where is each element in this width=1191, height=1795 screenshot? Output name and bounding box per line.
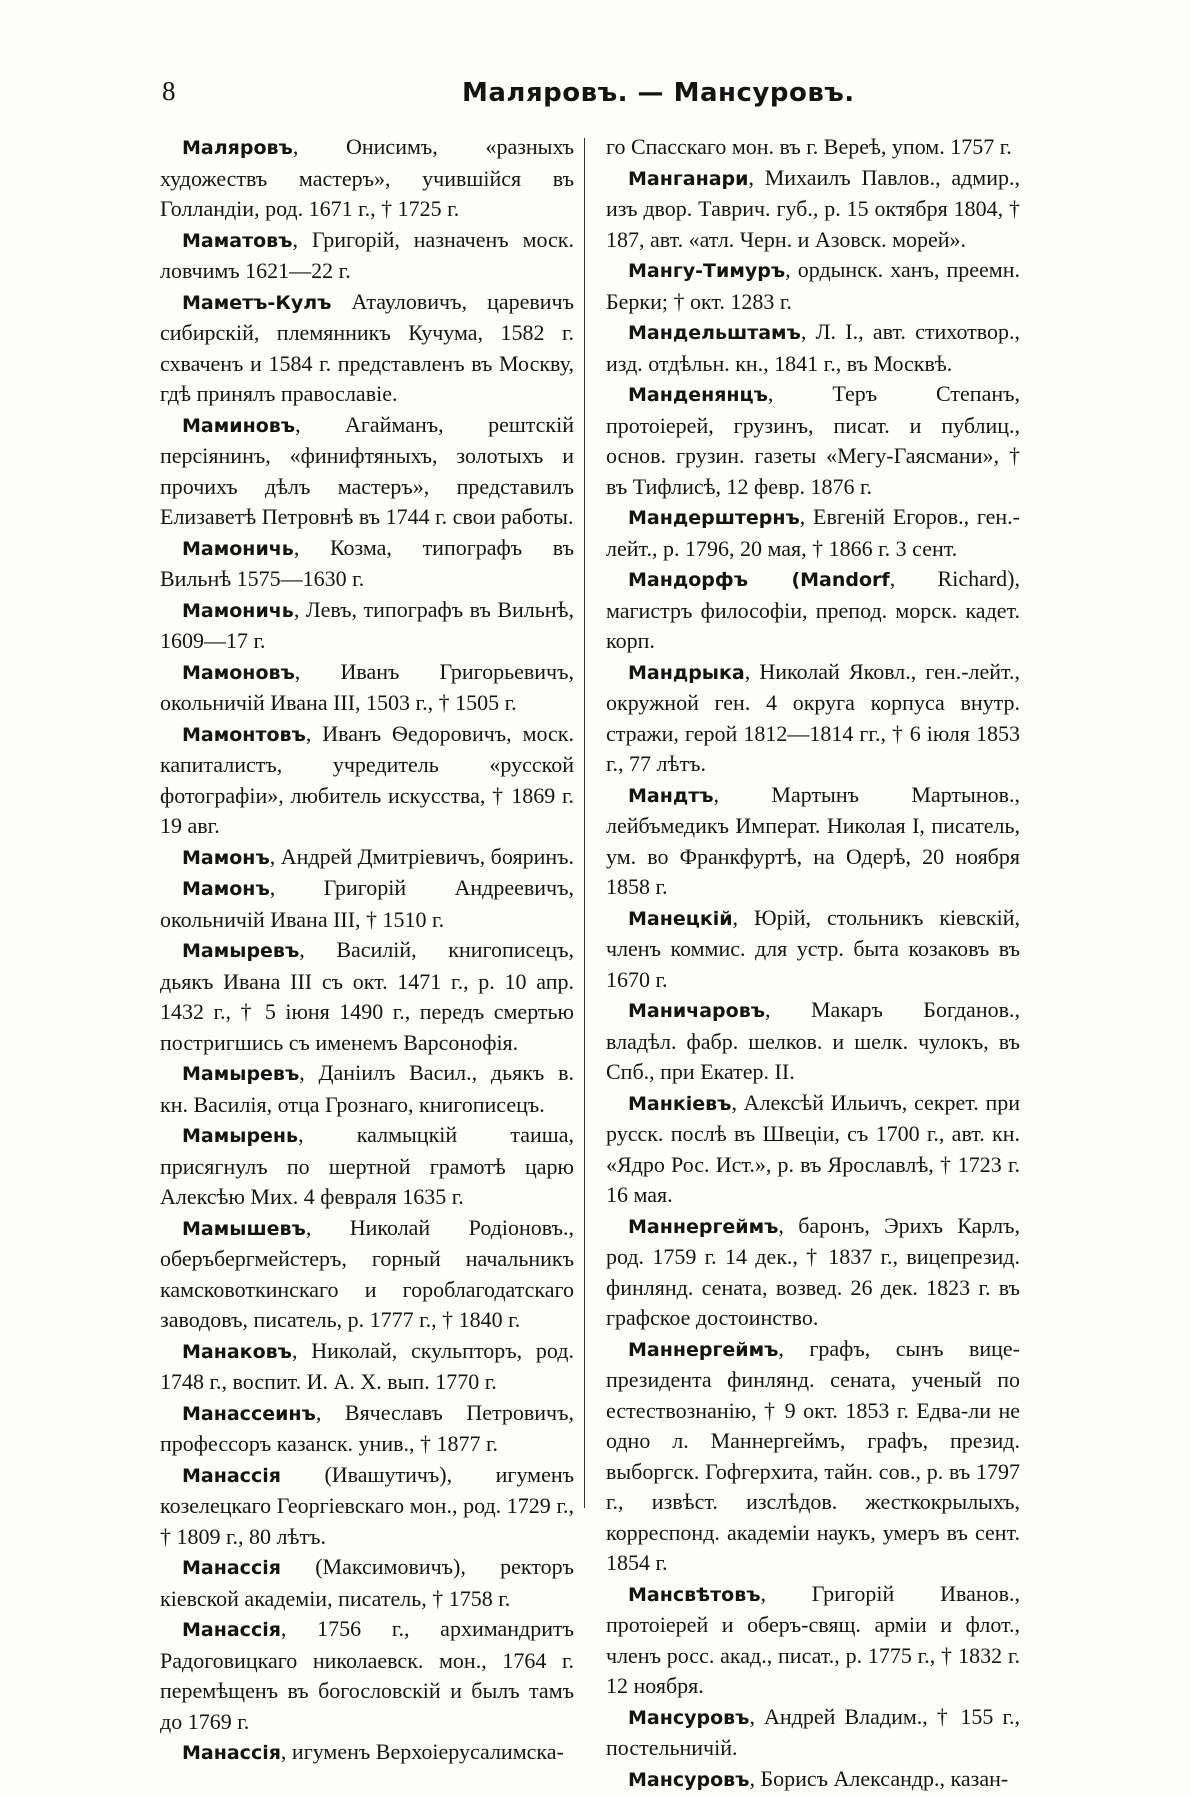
entry-text: (Максимовичъ), ректоръ кіевской академіи, писатель, † 1758 г. bbox=[160, 1554, 574, 1611]
entry-headword: Мандтъ bbox=[628, 785, 714, 807]
entry-text: , Иванъ Григорьевичъ, окольничій Ивана III, 1503 г., † 1505 г. bbox=[160, 659, 574, 716]
entry-text: , Андрей Дмитріевичъ, бояринъ. bbox=[270, 844, 574, 869]
dictionary-entry bbox=[160, 287, 574, 410]
dictionary-entry bbox=[606, 317, 1020, 379]
entry-headword: Манассія bbox=[182, 1557, 281, 1579]
entry-headword: Маннергеймъ bbox=[628, 1216, 778, 1238]
entry-text: , Николай Яковл., ген.-лейт., окружной ген. 4 округа корпуса внутр. стражи, герой 1812—1814 гг., † 6 іюля 1853 г., 77 лѣтъ. bbox=[606, 659, 1020, 777]
page-number: 8 bbox=[162, 76, 176, 107]
entry-headword: Мамыревъ bbox=[182, 940, 299, 962]
entry-headword: Маничаровъ bbox=[628, 1000, 765, 1022]
dictionary-entry bbox=[160, 225, 574, 287]
entry-headword: Манденянцъ bbox=[628, 384, 768, 406]
dictionary-entry bbox=[160, 1460, 574, 1553]
entry-headword: Манецкій bbox=[628, 908, 733, 930]
entry-headword: Мансуровъ bbox=[628, 1769, 749, 1791]
entry-text: (Ивашутичъ), игуменъ козелецкаго Георгіевскаго мон., род. 1729 г., † 1809 г., 80 лѣтъ. bbox=[160, 1462, 574, 1549]
entry-headword: Мамонтовъ bbox=[182, 724, 306, 746]
dictionary-entry bbox=[606, 1764, 1020, 1795]
dictionary-entry bbox=[160, 935, 574, 1058]
entry-headword: Мансвѣтовъ bbox=[628, 1584, 761, 1606]
entry-headword: Маминовъ bbox=[182, 415, 295, 437]
dictionary-entry bbox=[160, 1336, 574, 1398]
entry-text: Атауловичъ, царевичъ сибирскій, племянникъ Кучума, 1582 г. схваченъ и 1584 г. представленъ въ Москву, гдѣ принялъ православіе. bbox=[160, 289, 574, 407]
entry-headword: Мандрыка bbox=[628, 662, 745, 684]
dictionary-entry bbox=[160, 533, 574, 595]
right-column bbox=[606, 132, 1020, 1795]
entry-text: , Николай, скульпторъ, род. 1748 г., воспит. И. А. Х. вып. 1770 г. bbox=[160, 1338, 574, 1395]
dictionary-entry bbox=[160, 873, 574, 935]
dictionary-entry bbox=[606, 1579, 1020, 1702]
entry-text: , 1756 г., архимандритъ Радоговицкаго николаевск. мон., 1764 г. перемѣщенъ въ богословскій и былъ тамъ до 1769 г. bbox=[160, 1616, 574, 1734]
dictionary-entry bbox=[160, 1552, 574, 1614]
dictionary-entry bbox=[160, 595, 574, 657]
dictionary-entry bbox=[606, 379, 1020, 502]
dictionary-entry bbox=[606, 1211, 1020, 1334]
dictionary-entry bbox=[606, 657, 1020, 780]
entry-text: , Алексѣй Ильичъ, секрет. при русск. послѣ въ Швеціи, съ 1700 г., авт. кн. «Ядро Рос. Ист.», р. въ Ярославлѣ, † 1723 г. 16 мая. bbox=[606, 1090, 1020, 1208]
dictionary-entry bbox=[160, 1737, 574, 1769]
entry-headword: Мандерштернъ bbox=[628, 507, 800, 529]
entry-text: , баронъ, Эрихъ Карлъ, род. 1759 г. 14 дек., † 1837 г., вицепрезид. финлянд. сената, возвед. 26 дек. 1823 г. въ графское достоинство. bbox=[606, 1213, 1020, 1331]
entry-text: , Агайманъ, рештскій персіянинъ, «финифтяныхъ, золотыхъ и прочихъ дѣлъ мастеръ», представилъ Елизаветѣ Петровнѣ въ 1744 г. свои работы. bbox=[160, 412, 574, 530]
entry-headword: Мангу-Тимуръ bbox=[628, 260, 785, 282]
entry-text: , Иванъ Ѳедоровичъ, моск. капиталистъ, учредитель «русской фотографіи», любитель искусства, † 1869 г. 19 авг. bbox=[160, 721, 574, 839]
dictionary-entry bbox=[160, 1058, 574, 1120]
entry-headword: Манассія bbox=[182, 1742, 281, 1764]
entry-text: , Макаръ Богданов., владѣл. фабр. шелков. и шелк. чулокъ, въ Спб., при Екатер. II. bbox=[606, 997, 1020, 1084]
entry-text: , графъ, сынъ вице-президента финлянд. сената, ученый по естествознанію, † 9 окт. 1853 г. Едва-ли не одно л. Маннергеймъ, графъ, презид. выборгск. Гофгерхита, тайн. сов., р. въ 1797 г., извѣст. изслѣдов. жесткокрылыхъ, корреспонд. академіи наукъ, умеръ въ сент. 1854 г. bbox=[606, 1336, 1020, 1576]
entry-text: , калмыцкій таиша, присягнулъ по шертной грамотѣ царю Алексѣю Мих. 4 февраля 1635 г. bbox=[160, 1122, 574, 1209]
entry-headword: Мандельштамъ bbox=[628, 322, 801, 344]
entry-headword: Мамоновъ bbox=[182, 662, 295, 684]
entry-text: , Григорій Андреевичъ, окольничій Ивана III, † 1510 г. bbox=[160, 875, 574, 932]
running-head: Маляровъ. — Мансуровъ. bbox=[462, 78, 855, 108]
entry-text: , Юрій, стольникъ кіевскій, членъ коммис. для устр. быта козаковъ въ 1670 г. bbox=[606, 905, 1020, 992]
entry-headword: Маметъ-Кулъ bbox=[182, 292, 331, 314]
dictionary-entry bbox=[160, 1614, 574, 1737]
entry-headword: Мамонъ bbox=[182, 878, 270, 900]
dictionary-entry bbox=[606, 255, 1020, 317]
entry-headword: Маматовъ bbox=[182, 230, 292, 252]
entry-text: , Козма, типографъ въ Вильнѣ 1575—1630 г. bbox=[160, 535, 574, 592]
entry-continuation: го Спасскаго мон. въ г. Вереѣ, упом. 1757 г. bbox=[606, 132, 1020, 163]
entry-text: , Николай Родіоновъ., оберъбергмейстеръ, горный начальникъ камсковоткинскаго и гороблагодатскаго заводовъ, писатель, р. 1777 г., † 1840 г. bbox=[160, 1215, 574, 1333]
entry-headword: Мансуровъ bbox=[628, 1707, 749, 1729]
dictionary-entry bbox=[160, 410, 574, 533]
entry-text: , Теръ Степанъ, протоіерей, грузинъ, писат. и публиц., основ. грузин. газеты «Мегу-Гаясмани», † въ Тифлисѣ, 12 февр. 1876 г. bbox=[606, 381, 1020, 499]
entry-text: , Григорій, назначенъ моск. ловчимъ 1621—22 г. bbox=[160, 227, 574, 284]
dictionary-entry bbox=[160, 1398, 574, 1460]
entry-headword: Манассеинъ bbox=[182, 1403, 316, 1425]
entry-headword: Маляровъ bbox=[182, 137, 293, 159]
dictionary-entry bbox=[160, 1120, 574, 1213]
entry-text: , игуменъ Верхоіерусалимска- bbox=[281, 1739, 564, 1764]
entry-headword: Мамышевъ bbox=[182, 1218, 306, 1240]
dictionary-entry bbox=[606, 903, 1020, 996]
dictionary-entry bbox=[160, 719, 574, 842]
entry-headword: Мамырень bbox=[182, 1125, 298, 1147]
entry-text: , Андрей Владим., † 155 г., постельничій. bbox=[606, 1704, 1020, 1761]
dictionary-entry bbox=[606, 780, 1020, 903]
entry-headword: Мамоничь bbox=[182, 600, 294, 622]
dictionary-entry bbox=[606, 163, 1020, 256]
entry-headword: Манганари bbox=[628, 168, 748, 190]
entry-text: , ордынск. ханъ, преемн. Берки; † окт. 1283 г. bbox=[606, 257, 1020, 314]
entry-text: , Евгеній Егоров., ген.-лейт., р. 1796, 20 мая, † 1866 г. 3 сент. bbox=[606, 504, 1020, 561]
column-divider bbox=[584, 138, 585, 1508]
entry-text: , Мартынъ Мартынов., лейбъмедикъ Императ. Николая I, писатель, ум. во Франкфуртѣ, на Одерѣ, 20 ноября 1858 г. bbox=[606, 782, 1020, 900]
entry-text: , Михаилъ Павлов., адмир., изъ двор. Таврич. губ., р. 15 октября 1804, † 187, авт. «атл. Черн. и Азовск. морей». bbox=[606, 165, 1020, 252]
entry-text: , Борисъ Александр., казан- bbox=[749, 1766, 1008, 1791]
entry-text: , Richard), магистръ философіи, препод. морск. кадет. корп. bbox=[606, 566, 1020, 653]
dictionary-entry bbox=[606, 564, 1020, 657]
entry-headword: Маннергеймъ bbox=[628, 1339, 778, 1361]
entry-headword: Манкіевъ bbox=[628, 1093, 731, 1115]
dictionary-entry bbox=[606, 1334, 1020, 1579]
entry-headword: Мамоничь bbox=[182, 538, 294, 560]
entry-text: , Онисимъ, «разныхъ художествъ мастеръ», учившійся въ Голландіи, род. 1671 г., † 1725 г. bbox=[160, 134, 574, 221]
entry-headword: Манассія bbox=[182, 1465, 281, 1487]
left-column bbox=[160, 132, 574, 1769]
entry-text: , Л. I., авт. стихотвор., изд. отдѣльн. кн., 1841 г., въ Москвѣ. bbox=[606, 319, 1020, 376]
dictionary-entry bbox=[160, 657, 574, 719]
dictionary-entry bbox=[606, 995, 1020, 1088]
entry-text: , Даніилъ Васил., дьякъ в. кн. Василія, отца Грознаго, книгописецъ. bbox=[160, 1060, 574, 1117]
entry-headword: Манассія bbox=[182, 1619, 281, 1641]
entry-headword: Мамонъ bbox=[182, 847, 270, 869]
dictionary-entry bbox=[160, 1213, 574, 1336]
dictionary-entry bbox=[606, 502, 1020, 564]
dictionary-entry bbox=[160, 842, 574, 874]
dictionary-entry bbox=[160, 132, 574, 225]
entry-text: , Григорій Иванов., протоіерей и оберъ-свящ. арміи и флот., членъ росс. акад., писат., р. 1775 г., † 1832 г. 12 ноября. bbox=[606, 1581, 1020, 1699]
entry-headword: Манаковъ bbox=[182, 1341, 292, 1363]
entry-headword: Мандорфъ (Mandorf bbox=[628, 569, 890, 591]
entry-text: , Василій, книгописецъ, дьякъ Ивана III съ окт. 1471 г., р. 10 апр. 1432 г., † 5 іюня 1490 г., передъ смертью постригшись съ именемъ Варсонофія. bbox=[160, 937, 574, 1055]
dictionary-entry bbox=[606, 1088, 1020, 1211]
entry-text: , Вячеславъ Петровичъ, профессоръ казанск. унив., † 1877 г. bbox=[160, 1400, 574, 1457]
entry-text: , Левъ, типографъ въ Вильнѣ, 1609—17 г. bbox=[160, 597, 574, 654]
entry-headword: Мамыревъ bbox=[182, 1063, 299, 1085]
dictionary-entry bbox=[606, 1702, 1020, 1764]
